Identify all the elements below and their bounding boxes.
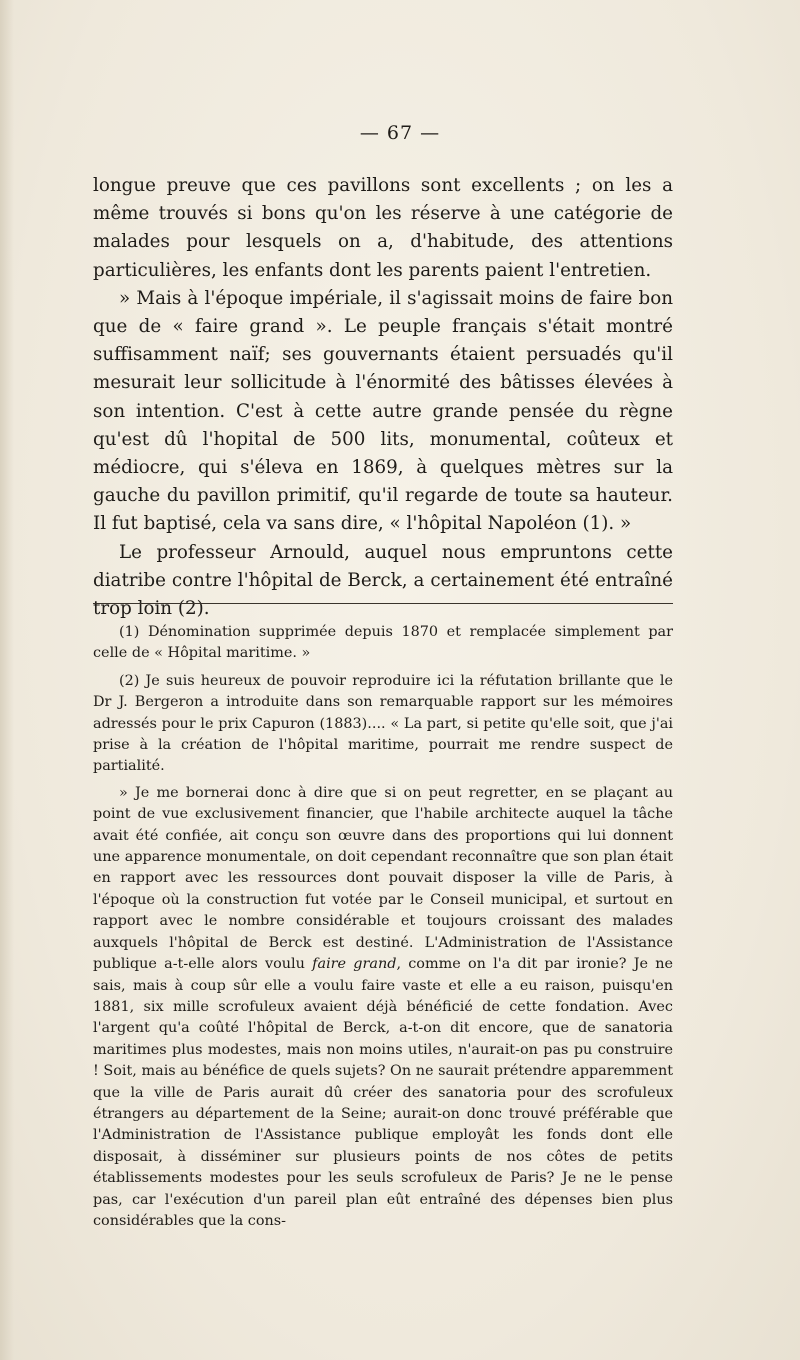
- footnote-text: » Je me bornerai donc à dire que si on peut regretter, en se plaçant au point de vue exclusivement financier, que l'habile architecte auquel la tâche avait été confiée, ait conçu son œuvre dans des proportions qui lui donnent une apparence monumentale, on doit cependant reconnaître que son plan était en rapport avec les ressources dont pouvait disposer la ville de Paris, à l'époque où la construction fut votée par le Conseil municipal, et surtout en rapport avec le nombre considérable et toujours croissant des malades auxquels l'hôpital de Berck est destiné. L'Administration de l'Assistance publique a-t-elle alors voulu: [93, 784, 673, 973]
- footnote-italic-text: faire grand: [312, 956, 397, 973]
- footnote-separator: [93, 603, 673, 604]
- main-text: [93, 172, 673, 623]
- page-edge-shadow: [0, 0, 14, 1360]
- paragraph: longue preuve que ces pavillons sont excellents ; on les a même trouvés si bons qu'on les réserve à une catégorie de malades pour lesquels on a, d'habitude, des attentions particulières, les enfants dont les parents paient l'entretien.: [93, 175, 673, 281]
- footnotes: [93, 622, 673, 1232]
- page-number: — 67 —: [359, 122, 441, 144]
- paragraph: » Mais à l'époque impériale, il s'agissait moins de faire bon que de « faire grand ». Le peuple français s'était montré suffisamment naïf; ses gouvernants étaient persuadés qu'il mesurait leur sollicitude à l'énormité des bâtisses élevées à son intention. C'est à cette autre grande pensée du règne qu'est dû l'hopital de 500 lits, monumental, coûteux et médiocre, qui s'éleva en 1869, à quelques mètres sur la gauche du pavillon primitif, qu'il regarde de toute sa hauteur. Il fut baptisé, cela va sans dire, « l'hôpital Napoléon (1). »: [93, 287, 673, 535]
- footnote-2: (2) Je suis heureux de pouvoir reproduire ici la réfutation brillante que le Dr J. Bergeron a introduite dans son remarquable rapport sur les mémoires adressés pour le prix Capuron (1883).... « La part, si petite qu'elle soit, que j'ai prise à la création de l'hôpital maritime, pourrait me rendre suspect de partialité.: [93, 672, 673, 775]
- footnote-2-continued: [93, 783, 673, 1233]
- footnote-text: , comme on l'a dit par ironie? Je ne sais, mais à coup sûr elle a voulu faire vaste et elle a eu raison, puisqu'en 1881, six mille scrofuleux avaient déjà bénéficié de cette fondation. Avec l'argent qu'a coûté l'hôpital de Berck, a-t-on dit encore, que de sanatoria maritimes plus modestes, mais non moins utiles, n'aurait-on pas pu construire ! Soit, mais au bénéfice de quels sujets? On ne saurait prétendre apparemment que la ville de Paris aurait dû créer des sanatoria pour des scrofuleux étrangers au département de la Seine; aurait-on donc trouvé préférable que l'Administration de l'Assistance publique employât les fonds dont elle disposait, à disséminer sur plusieurs points de nos côtes de petits établissements modestes pour les seuls scrofuleux de Paris? Je ne le pense pas, car l'exécution d'un pareil plan eût entraîné des dépenses bien plus considérables que la cons-: [93, 956, 673, 1229]
- footnote-1: (1) Dénomination supprimée depuis 1870 et remplacée simplement par celle de « Hôpital maritime. »: [93, 624, 673, 662]
- paragraph: Le professeur Arnould, auquel nous empruntons cette diatribe contre l'hôpital de Berck, a certainement été entraîné trop loin (2).: [93, 541, 673, 620]
